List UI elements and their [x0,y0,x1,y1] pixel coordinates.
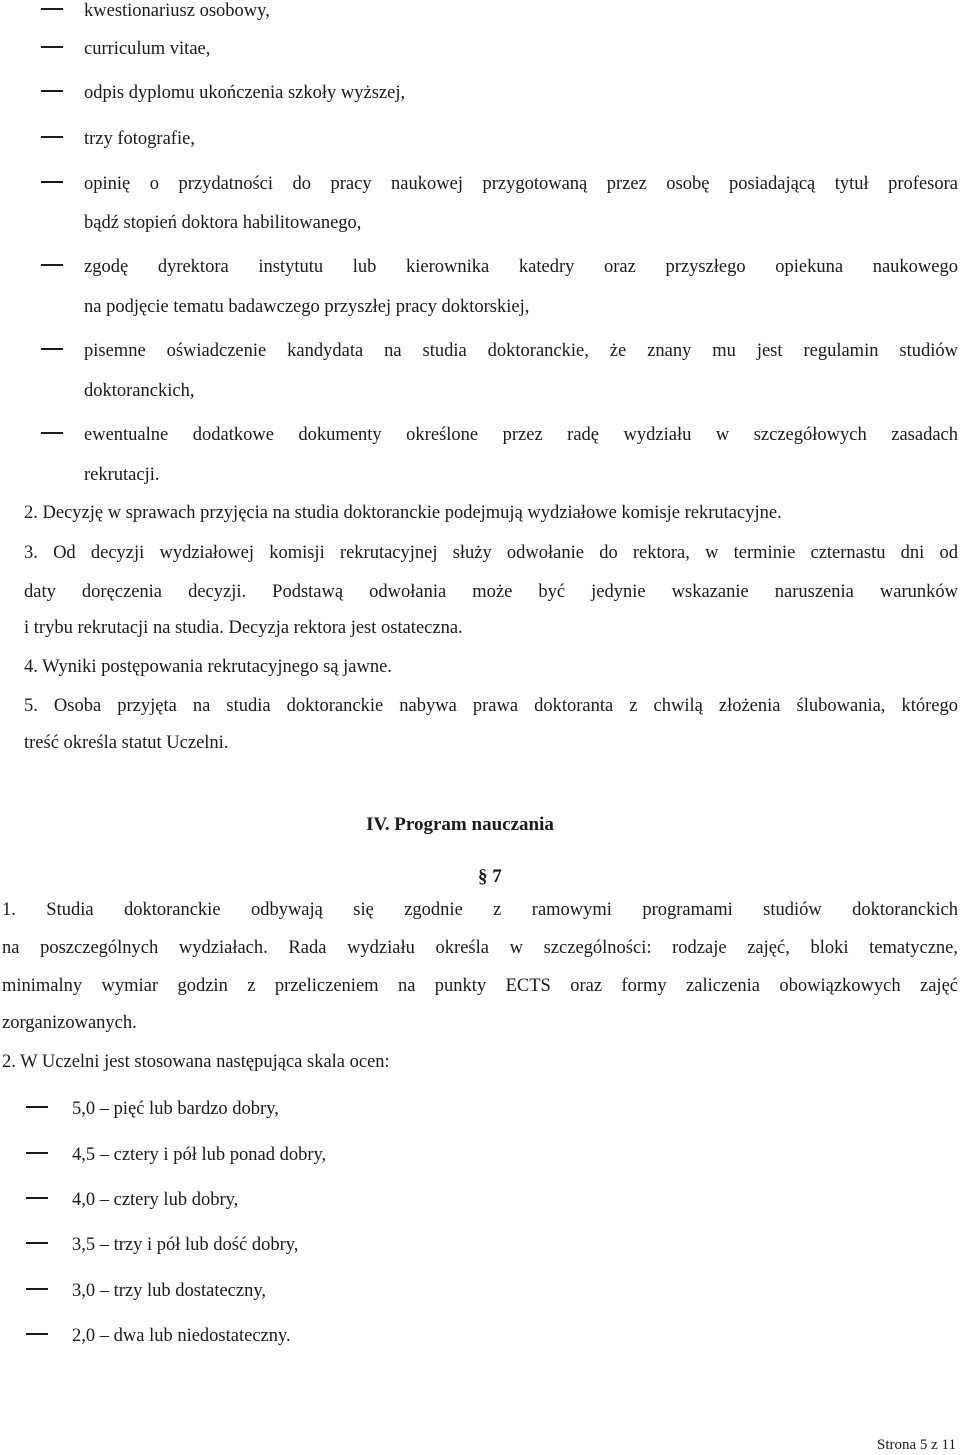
dash-bullet-icon [41,432,63,434]
list-item-text: curriculum vitae, [84,39,211,59]
paragraph-number [478,866,502,888]
grade-text: 2,0 – dwa lub niedostateczny. [72,1326,291,1346]
point-text: zorganizowanych. [2,1013,137,1033]
list-item-text: ewentualne dodatkowe dokumenty określone przez radę wydziału w szczegółowych zasadach [84,425,958,445]
list-item-text: opinię o przydatności do pracy naukowej przygotowaną przez osobę posiadającą tytuł profesora [84,174,958,194]
dash-bullet-icon [26,1288,48,1290]
point-text: 2. W Uczelni jest stosowana następująca skala ocen: [2,1052,390,1072]
point-text: 4. Wyniki postępowania rekrutacyjnego są jawne. [24,657,392,677]
list-item-text: zgodę dyrektora instytutu lub kierownika katedry oraz przyszłego opiekuna naukowego [84,257,958,277]
section-heading: IV. Program nauczania [366,814,554,835]
dash-bullet-icon [41,8,63,10]
dash-bullet-icon [26,1106,48,1108]
grade-text: 5,0 – pięć lub bardzo dobry, [72,1099,279,1119]
page-footer: Strona 5 z 11 [876,1437,956,1453]
list-item-text: bądź stopień doktora habilitowanego, [84,213,362,233]
list-item-text: trzy fotografie, [84,129,195,149]
grade-text: 4,0 – cztery lub dobry, [72,1190,239,1210]
dash-bullet-icon [41,181,63,183]
list-item-text: na podjęcie tematu badawczego przyszłej pracy doktorskiej, [84,297,530,317]
list-item-text: odpis dyplomu ukończenia szkoły wyższej, [84,83,406,103]
point-text: i trybu rekrutacji na studia. Decyzja rektora jest ostateczna. [24,618,463,638]
point-text: na poszczególnych wydziałach. Rada wydziału określa w szczególności: rodzaje zajęć, bloki tematyczne, [2,938,958,958]
grade-text: 3,0 – trzy lub dostateczny, [72,1281,267,1301]
point-text: 3. Od decyzji wydziałowej komisji rekrutacyjnej służy odwołanie do rektora, w terminie czternastu dni od [24,543,958,563]
dash-bullet-icon [41,90,63,92]
point-text: treść określa statut Uczelni. [24,733,229,753]
grade-text: 3,5 – trzy i pół lub dość dobry, [72,1235,299,1255]
list-item-text: pisemne oświadczenie kandydata na studia doktoranckie, że znany mu jest regulamin studiów [84,341,958,361]
dash-bullet-icon [41,348,63,350]
dash-bullet-icon [41,46,63,48]
dash-bullet-icon [26,1152,48,1154]
list-item-text: kwestionariusz osobowy, [84,1,270,21]
grade-text: 4,5 – cztery i pół lub ponad dobry, [72,1145,327,1165]
list-item-text: doktoranckich, [84,381,195,401]
point-text: 5. Osoba przyjęta na studia doktoranckie nabywa prawa doktoranta z chwilą złożenia ślubowania, którego [24,696,958,716]
dash-bullet-icon [26,1197,48,1199]
paragraph-symbol: § [478,866,488,887]
point-text: minimalny wymiar godzin z przeliczeniem na punkty ECTS oraz formy zaliczenia obowiązkowych zajęć [2,976,958,996]
dash-bullet-icon [41,136,63,138]
point-text: daty doręczenia decyzji. Podstawą odwołania może być jedynie wskazanie naruszenia warunków [24,582,958,602]
dash-bullet-icon [26,1242,48,1244]
paragraph-number-value: 7 [492,866,502,887]
point-text: 2. Decyzję w sprawach przyjęcia na studia doktoranckie podejmują wydziałowe komisje rekrutacyjne. [24,503,782,523]
dash-bullet-icon [26,1333,48,1335]
point-text: 1. Studia doktoranckie odbywają się zgodnie z ramowymi programami studiów doktoranckich [2,900,958,920]
dash-bullet-icon [41,264,63,266]
list-item-text: rekrutacji. [84,465,160,485]
